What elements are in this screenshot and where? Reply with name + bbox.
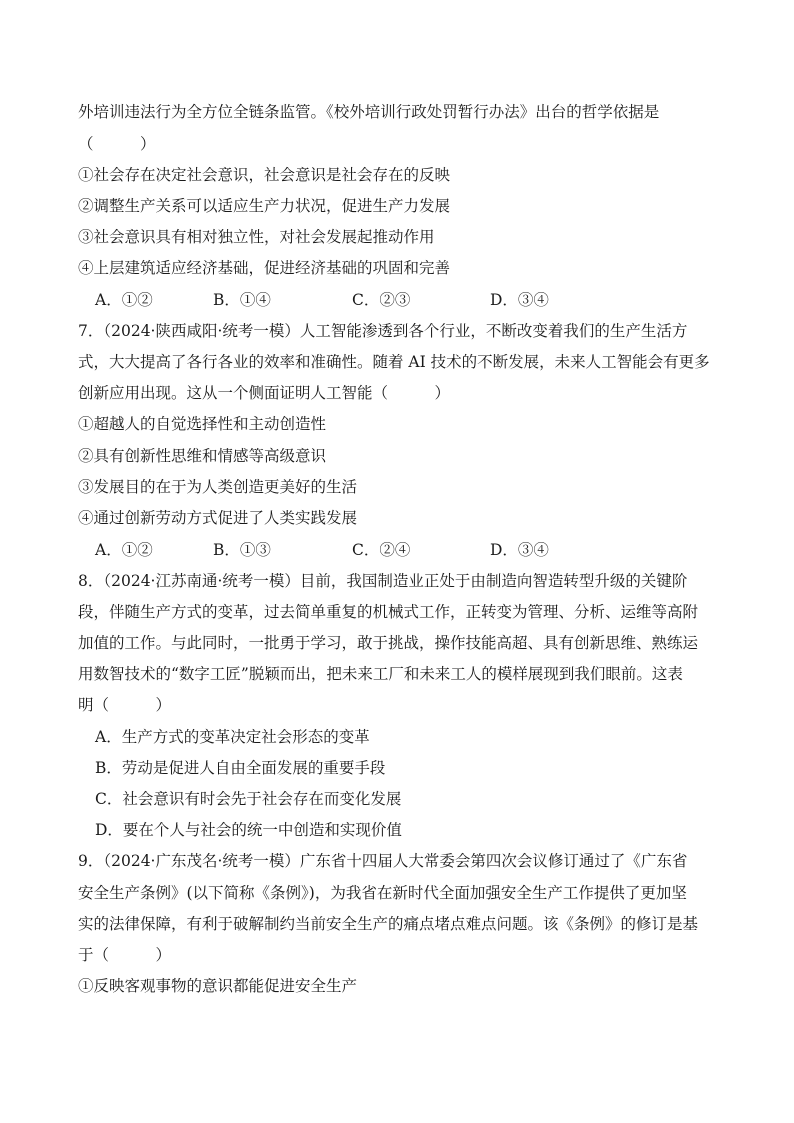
q6-option-d: D．③④ — [490, 291, 549, 309]
q6-item-4: ④上层建筑适应经济基础，促进经济基础的巩固和完善 — [78, 259, 451, 277]
q7-item-2: ②具有创新性思维和情感等高级意识 — [78, 447, 327, 465]
q8-option-b: B．劳动是促进人自由全面发展的重要手段 — [95, 759, 386, 777]
q8-option-d: D．要在个人与社会的统一中创造和实现价值 — [95, 821, 402, 839]
q6-item-1: ①社会存在决定社会意识，社会意识是社会存在的反映 — [78, 166, 451, 184]
q6-answer-bracket: （ ） — [78, 135, 156, 153]
q9-stem-line-1: 9．（2024·广东茂名·统考一模）广东省十四届人大常委会第四次会议修订通过了《广东省 — [78, 852, 688, 870]
q8-stem-line-4: 用数智技术的“数字工匠”脱颖而出，把未来工厂和未来工人的模样展现到我们眼前。这表 — [78, 665, 683, 683]
q7-item-1: ①超越人的自觉选择性和主动创造性 — [78, 415, 327, 433]
q8-stem-line-5: 明（ ） — [78, 696, 172, 714]
q9-item-1: ①反映客观事物的意识都能促进安全生产 — [78, 977, 358, 995]
q6-stem-line-1: 外培训违法行为全方位全链条监管。《校外培训行政处罚暂行办法》出台的哲学依据是 — [78, 103, 660, 121]
q7-option-c: C．②④ — [352, 541, 411, 559]
q7-item-4: ④通过创新劳动方式促进了人类实践发展 — [78, 509, 358, 527]
q7-option-b: B．①③ — [213, 541, 271, 559]
q7-stem-line-1: 7．（2024·陕西咸阳·统考一模）人工智能渗透到各个行业，不断改变着我们的生产生活方 — [78, 322, 688, 340]
q6-item-2: ②调整生产关系可以适应生产力状况，促进生产力发展 — [78, 197, 451, 215]
q6-item-3: ③社会意识具有相对独立性，对社会发展起推动作用 — [78, 228, 435, 246]
q8-stem-line-3: 加值的工作。与此同时，一批勇于学习，敢于挑战，操作技能高超、具有创新思维、熟练运 — [78, 634, 699, 652]
q6-option-c: C．②③ — [352, 291, 411, 309]
q9-stem-line-4: 于（ ） — [78, 946, 172, 964]
q6-option-b: B．①④ — [213, 291, 271, 309]
q8-stem-line-1: 8．（2024·江苏南通·统考一模）目前，我国制造业正处于由制造向智造转型升级的关键阶 — [78, 572, 688, 590]
q7-stem-line-2: 式，大大提高了各行各业的效率和准确性。随着 AI 技术的不断发展，未来人工智能会有更多 — [78, 353, 710, 371]
q8-stem-line-2: 段，伴随生产方式的变革，过去简单重复的机械式工作，正转变为管理、分析、运维等高附 — [78, 603, 699, 621]
q8-option-c: C．社会意识有时会先于社会存在而变化发展 — [95, 790, 402, 808]
q7-option-d: D．③④ — [490, 541, 549, 559]
q7-option-a: A．①② — [95, 541, 153, 559]
q9-stem-line-3: 实的法律保障，有利于破解制约当前安全生产的痛点堵点难点问题。该《条例》的修订是基 — [78, 915, 699, 933]
q7-item-3: ③发展目的在于为人类创造更美好的生活 — [78, 478, 358, 496]
q6-option-a: A．①② — [95, 291, 153, 309]
q7-stem-line-3: 创新应用出现。这从一个侧面证明人工智能（ ） — [78, 384, 451, 402]
q8-option-a: A．生产方式的变革决定社会形态的变革 — [95, 728, 370, 746]
q9-stem-line-2: 安全生产条例》(以下简称《条例》)，为我省在新时代全面加强安全生产工作提供了更加坚 — [78, 884, 687, 902]
